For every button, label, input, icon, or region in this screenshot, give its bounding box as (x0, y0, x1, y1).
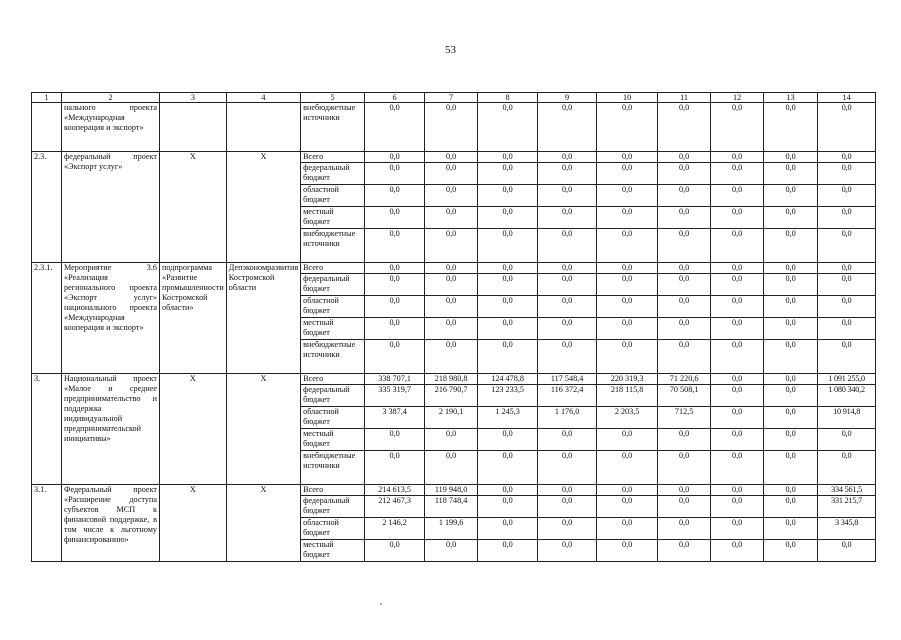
value-cell: 0,0 (478, 340, 538, 374)
funding-source: федеральный бюджет (301, 163, 365, 185)
scan-speck (380, 603, 382, 605)
funding-source: областной бюджет (301, 407, 365, 429)
value-cell: 0,0 (658, 540, 711, 562)
value-cell: 0,0 (597, 540, 658, 562)
value-cell: 0,0 (658, 207, 711, 229)
value-cell: 0,0 (478, 518, 538, 540)
value-cell: 0,0 (597, 296, 658, 318)
value-cell: 0,0 (764, 207, 818, 229)
value-cell: 0,0 (764, 152, 818, 163)
value-cell: 0,0 (764, 263, 818, 274)
value-cell: 0,0 (764, 103, 818, 152)
value-cell: 0,0 (658, 518, 711, 540)
header-row (32, 93, 876, 103)
value-cell: 0,0 (818, 103, 876, 152)
table-row (32, 263, 876, 274)
header-cell: 5 (301, 93, 365, 103)
value-cell: 0,0 (538, 163, 597, 185)
value-cell: 0,0 (658, 185, 711, 207)
value-cell: 0,0 (425, 163, 478, 185)
value-cell: 0,0 (711, 385, 764, 407)
value-cell: 117 548,4 (538, 374, 597, 385)
funding-source: местный бюджет (301, 207, 365, 229)
funding-source: федеральный бюджет (301, 385, 365, 407)
value-cell: 0,0 (711, 451, 764, 485)
value-cell: 0,0 (365, 540, 425, 562)
value-cell: 0,0 (818, 263, 876, 274)
value-cell: 0,0 (365, 296, 425, 318)
value-cell: 0,0 (764, 496, 818, 518)
value-cell: 0,0 (365, 163, 425, 185)
value-cell: 0,0 (818, 296, 876, 318)
value-cell: 0,0 (538, 540, 597, 562)
row-number: 2.3.1. (32, 263, 62, 374)
value-cell: 0,0 (478, 429, 538, 451)
value-cell: 220 319,3 (597, 374, 658, 385)
value-cell: 116 372,4 (538, 385, 597, 407)
funding-source: местный бюджет (301, 318, 365, 340)
value-cell: 0,0 (711, 540, 764, 562)
funding-source: федеральный бюджет (301, 274, 365, 296)
item-name: Мероприятие 3.6 «Реализация регионального проекта «Экспорт услуг» национального проекта «Международная кооперация и экспорт» (62, 263, 160, 374)
value-cell: 0,0 (478, 540, 538, 562)
value-cell: 0,0 (425, 152, 478, 163)
value-cell: 0,0 (658, 229, 711, 263)
funding-source: областной бюджет (301, 518, 365, 540)
value-cell: 10 914,8 (818, 407, 876, 429)
value-cell: 0,0 (711, 152, 764, 163)
header-cell: 12 (711, 93, 764, 103)
value-cell: 0,0 (425, 185, 478, 207)
value-cell: 0,0 (478, 185, 538, 207)
value-cell: 0,0 (818, 185, 876, 207)
value-cell: 0,0 (478, 103, 538, 152)
value-cell: 3 387,4 (365, 407, 425, 429)
item-name: нального проекта «Международная кооперация и экспорт» (62, 103, 160, 152)
value-cell: 0,0 (425, 103, 478, 152)
value-cell: 0,0 (658, 451, 711, 485)
executor-cell: Х (226, 485, 300, 562)
value-cell: 0,0 (538, 485, 597, 496)
value-cell: 71 220,6 (658, 374, 711, 385)
header-cell: 9 (538, 93, 597, 103)
value-cell: 2 146,2 (365, 518, 425, 540)
value-cell: 0,0 (597, 496, 658, 518)
value-cell: 0,0 (478, 485, 538, 496)
table-row (32, 374, 876, 385)
header-cell: 10 (597, 93, 658, 103)
value-cell: 0,0 (538, 296, 597, 318)
value-cell: 0,0 (711, 429, 764, 451)
value-cell: 0,0 (818, 163, 876, 185)
funding-source: Всего (301, 152, 365, 163)
value-cell: 0,0 (597, 229, 658, 263)
value-cell: 0,0 (658, 152, 711, 163)
value-cell: 0,0 (365, 274, 425, 296)
value-cell: 212 467,3 (365, 496, 425, 518)
value-cell: 0,0 (425, 429, 478, 451)
funding-source: местный бюджет (301, 429, 365, 451)
value-cell: 2 203,5 (597, 407, 658, 429)
value-cell: 124 478,8 (478, 374, 538, 385)
value-cell: 119 948,0 (425, 485, 478, 496)
value-cell: 0,0 (538, 340, 597, 374)
value-cell: 0,0 (658, 103, 711, 152)
value-cell: 0,0 (365, 152, 425, 163)
value-cell: 0,0 (597, 263, 658, 274)
row-number (32, 103, 62, 152)
row-number: 3.1. (32, 485, 62, 562)
value-cell: 2 190,1 (425, 407, 478, 429)
value-cell: 0,0 (538, 103, 597, 152)
header-cell: 6 (365, 93, 425, 103)
value-cell: 0,0 (538, 185, 597, 207)
program-cell: Х (160, 374, 227, 485)
value-cell: 0,0 (597, 318, 658, 340)
value-cell: 1 091 255,0 (818, 374, 876, 385)
value-cell: 0,0 (365, 451, 425, 485)
header-cell: 8 (478, 93, 538, 103)
value-cell: 0,0 (711, 374, 764, 385)
value-cell: 0,0 (478, 263, 538, 274)
value-cell: 0,0 (425, 540, 478, 562)
funding-source: Всего (301, 374, 365, 385)
value-cell: 338 707,1 (365, 374, 425, 385)
value-cell: 0,0 (478, 152, 538, 163)
value-cell: 0,0 (658, 318, 711, 340)
value-cell: 331 215,7 (818, 496, 876, 518)
value-cell: 0,0 (711, 103, 764, 152)
value-cell: 0,0 (711, 496, 764, 518)
value-cell: 0,0 (764, 385, 818, 407)
value-cell: 0,0 (597, 207, 658, 229)
funding-source: федеральный бюджет (301, 496, 365, 518)
value-cell: 0,0 (711, 185, 764, 207)
value-cell: 1 080 340,2 (818, 385, 876, 407)
funding-source: местный бюджет (301, 540, 365, 562)
value-cell: 0,0 (711, 340, 764, 374)
value-cell: 0,0 (365, 103, 425, 152)
row-number: 3. (32, 374, 62, 485)
value-cell: 0,0 (658, 274, 711, 296)
value-cell: 0,0 (764, 185, 818, 207)
value-cell: 0,0 (365, 263, 425, 274)
value-cell: 0,0 (818, 429, 876, 451)
value-cell: 0,0 (365, 318, 425, 340)
value-cell: 0,0 (818, 274, 876, 296)
value-cell: 214 613,5 (365, 485, 425, 496)
value-cell: 0,0 (764, 540, 818, 562)
table-row (32, 485, 876, 496)
funding-source: внебюджетные источники (301, 340, 365, 374)
item-name: федеральный проект «Экспорт услуг» (62, 152, 160, 263)
header-cell: 11 (658, 93, 711, 103)
header-cell: 13 (764, 93, 818, 103)
value-cell: 712,5 (658, 407, 711, 429)
funding-source: внебюджетные источники (301, 103, 365, 152)
value-cell: 0,0 (711, 318, 764, 340)
value-cell: 0,0 (711, 296, 764, 318)
table-row (32, 103, 876, 152)
value-cell: 0,0 (538, 451, 597, 485)
funding-source: областной бюджет (301, 296, 365, 318)
value-cell: 0,0 (764, 163, 818, 185)
value-cell: 0,0 (764, 451, 818, 485)
header-cell: 3 (160, 93, 227, 103)
value-cell: 0,0 (658, 485, 711, 496)
budget-table (31, 92, 876, 562)
value-cell: 0,0 (365, 429, 425, 451)
value-cell: 0,0 (538, 518, 597, 540)
value-cell: 0,0 (425, 451, 478, 485)
value-cell: 0,0 (711, 485, 764, 496)
value-cell: 0,0 (478, 163, 538, 185)
value-cell: 0,0 (538, 274, 597, 296)
value-cell: 0,0 (425, 274, 478, 296)
value-cell: 0,0 (711, 407, 764, 429)
value-cell: 0,0 (597, 340, 658, 374)
item-name: Федеральный проект «Расширение доступа субъектов МСП к финансовой поддержке, в том числе к льготному финансированию» (62, 485, 160, 562)
program-cell: подпрограмма «Развитие промышленности Костромской области» (160, 263, 227, 374)
value-cell: 0,0 (764, 318, 818, 340)
value-cell: 0,0 (425, 229, 478, 263)
funding-source: Всего (301, 485, 365, 496)
executor-cell: Х (226, 374, 300, 485)
value-cell: 0,0 (818, 340, 876, 374)
value-cell: 0,0 (764, 485, 818, 496)
value-cell: 218 980,8 (425, 374, 478, 385)
header-cell: 7 (425, 93, 478, 103)
value-cell: 0,0 (818, 540, 876, 562)
executor-cell (226, 103, 300, 152)
value-cell: 0,0 (764, 407, 818, 429)
header-cell: 4 (226, 93, 300, 103)
value-cell: 0,0 (365, 207, 425, 229)
value-cell: 0,0 (597, 485, 658, 496)
value-cell: 0,0 (818, 152, 876, 163)
value-cell: 0,0 (658, 263, 711, 274)
value-cell: 0,0 (478, 496, 538, 518)
value-cell: 0,0 (478, 207, 538, 229)
value-cell: 0,0 (711, 207, 764, 229)
value-cell: 0,0 (538, 496, 597, 518)
value-cell: 0,0 (538, 229, 597, 263)
value-cell: 0,0 (597, 185, 658, 207)
program-cell: Х (160, 485, 227, 562)
value-cell: 0,0 (818, 207, 876, 229)
funding-source: внебюджетные источники (301, 451, 365, 485)
value-cell: 0,0 (425, 296, 478, 318)
value-cell: 0,0 (365, 185, 425, 207)
value-cell: 0,0 (425, 207, 478, 229)
value-cell: 0,0 (711, 518, 764, 540)
value-cell: 1 199,6 (425, 518, 478, 540)
value-cell: 0,0 (597, 451, 658, 485)
value-cell: 0,0 (764, 518, 818, 540)
value-cell: 0,0 (538, 318, 597, 340)
value-cell: 0,0 (425, 318, 478, 340)
value-cell: 0,0 (538, 263, 597, 274)
value-cell: 0,0 (597, 274, 658, 296)
table-row (32, 152, 876, 163)
value-cell: 0,0 (478, 296, 538, 318)
program-cell: Х (160, 152, 227, 263)
value-cell: 3 345,8 (818, 518, 876, 540)
value-cell: 118 748,4 (425, 496, 478, 518)
value-cell: 334 561,5 (818, 485, 876, 496)
executor-cell: Депэкономразвития Костромской области (226, 263, 300, 374)
page-number: 53 (445, 44, 456, 56)
value-cell: 0,0 (478, 274, 538, 296)
value-cell: 0,0 (818, 318, 876, 340)
value-cell: 0,0 (658, 496, 711, 518)
header-cell: 1 (32, 93, 62, 103)
item-name: Национальный проект «Малое и среднее предпринимательство и поддержка индивидуальной предпринимательской инициативы» (62, 374, 160, 485)
value-cell: 0,0 (425, 263, 478, 274)
value-cell: 0,0 (597, 152, 658, 163)
value-cell: 335 319,7 (365, 385, 425, 407)
value-cell: 0,0 (425, 340, 478, 374)
funding-source: внебюджетные источники (301, 229, 365, 263)
value-cell: 0,0 (764, 229, 818, 263)
value-cell: 0,0 (711, 263, 764, 274)
value-cell: 0,0 (365, 340, 425, 374)
value-cell: 0,0 (711, 163, 764, 185)
value-cell: 0,0 (597, 518, 658, 540)
row-number: 2.3. (32, 152, 62, 263)
value-cell: 0,0 (764, 296, 818, 318)
value-cell: 0,0 (658, 163, 711, 185)
funding-source: Всего (301, 263, 365, 274)
executor-cell: Х (226, 152, 300, 263)
value-cell: 123 233,5 (478, 385, 538, 407)
program-cell (160, 103, 227, 152)
value-cell: 0,0 (711, 229, 764, 263)
value-cell: 0,0 (478, 318, 538, 340)
value-cell: 0,0 (365, 229, 425, 263)
value-cell: 0,0 (538, 429, 597, 451)
value-cell: 0,0 (597, 429, 658, 451)
value-cell: 0,0 (478, 451, 538, 485)
value-cell: 0,0 (818, 451, 876, 485)
value-cell: 0,0 (538, 152, 597, 163)
value-cell: 0,0 (597, 163, 658, 185)
value-cell: 0,0 (764, 374, 818, 385)
value-cell: 70 508,1 (658, 385, 711, 407)
value-cell: 0,0 (478, 229, 538, 263)
value-cell: 218 115,8 (597, 385, 658, 407)
value-cell: 0,0 (658, 296, 711, 318)
value-cell: 0,0 (538, 207, 597, 229)
value-cell: 0,0 (711, 274, 764, 296)
funding-source: областной бюджет (301, 185, 365, 207)
value-cell: 1 245,3 (478, 407, 538, 429)
value-cell: 0,0 (764, 429, 818, 451)
value-cell: 0,0 (658, 340, 711, 374)
header-cell: 2 (62, 93, 160, 103)
value-cell: 0,0 (658, 429, 711, 451)
value-cell: 1 176,0 (538, 407, 597, 429)
header-cell: 14 (818, 93, 876, 103)
value-cell: 216 790,7 (425, 385, 478, 407)
value-cell: 0,0 (764, 340, 818, 374)
value-cell: 0,0 (818, 229, 876, 263)
value-cell: 0,0 (764, 274, 818, 296)
value-cell: 0,0 (597, 103, 658, 152)
